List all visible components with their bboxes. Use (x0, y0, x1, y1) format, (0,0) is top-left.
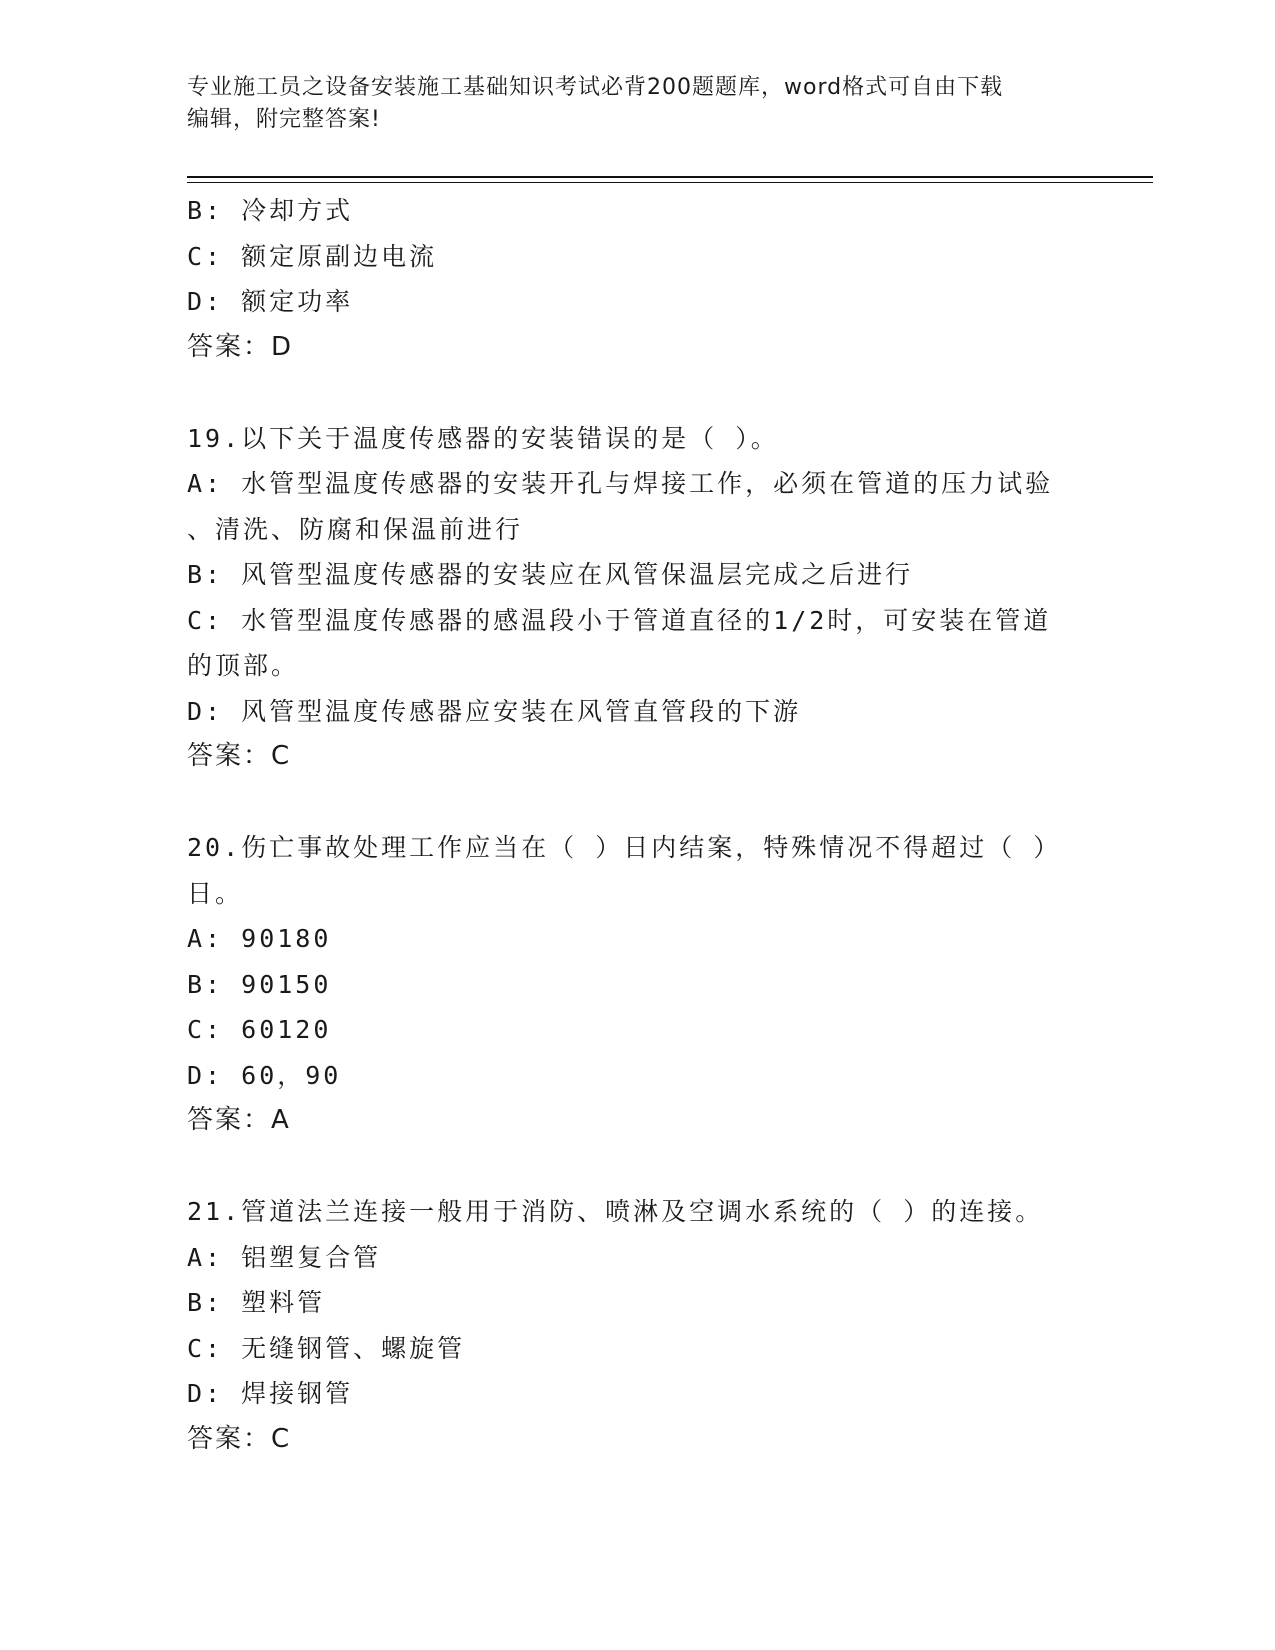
option-d: D: 60，90 (187, 1060, 342, 1090)
option-c-continued: 的顶部。 (187, 651, 300, 680)
question-21 (187, 1189, 1087, 1462)
option-c: C: 额定原副边电流 (187, 241, 438, 271)
option-c: C: 水管型温度传感器的感温段小于管道直径的1/2时，可安装在管道 (187, 605, 1052, 635)
answer-line: 答案：D (187, 331, 294, 362)
header-divider-thick (187, 176, 1153, 178)
spacer (187, 780, 1087, 826)
option-d: D: 额定功率 (187, 287, 354, 316)
header-title-line-1: 专业施工员之设备安装施工基础知识考试必背200题题库，word格式可自由下载 (187, 75, 1004, 100)
spacer (187, 370, 1087, 416)
question-20 (187, 825, 1087, 1144)
question-19 (187, 416, 1087, 780)
question-content (187, 188, 1087, 1462)
answer-line: 答案：C (187, 1423, 292, 1454)
option-a: A: 水管型温度传感器的安装开孔与焊接工作，必须在管道的压力试验 (187, 469, 1054, 498)
option-b: B: 风管型温度传感器的安装应在风管保温层完成之后进行 (187, 560, 914, 589)
question-text: 20.伤亡事故处理工作应当在（ ）日内结案，特殊情况不得超过（ ） (187, 833, 1062, 862)
option-d: D: 焊接钢管 (187, 1379, 354, 1408)
option-a-continued: 、清洗、防腐和保温前进行 (187, 514, 524, 544)
option-c: C: 60120 (187, 1015, 332, 1044)
option-a: A: 铝塑复合管 (187, 1242, 382, 1272)
option-c: C: 无缝钢管、螺旋管 (187, 1333, 466, 1363)
question-18-tail (187, 188, 1087, 370)
answer-line: 答案：A (187, 1105, 291, 1135)
question-text: 21.管道法兰连接一般用于消防、喷淋及空调水系统的（ ）的连接。 (187, 1197, 1044, 1226)
option-b: B: 冷却方式 (187, 196, 354, 225)
answer-line: 答案：C (187, 741, 292, 771)
option-d: D: 风管型温度传感器应安装在风管直管段的下游 (187, 696, 802, 726)
question-text-continued: 日。 (187, 878, 244, 908)
header-title-line-2: 编辑，附完整答案! (187, 107, 381, 132)
spacer (187, 1144, 1087, 1190)
document-header (187, 72, 1087, 136)
question-text: 19.以下关于温度传感器的安装错误的是（ ）。 (187, 423, 779, 453)
header-divider-thin (187, 182, 1153, 183)
option-b: B: 塑料管 (187, 1288, 326, 1317)
option-b: B: 90150 (187, 969, 332, 999)
option-a: A: 90180 (187, 924, 332, 953)
